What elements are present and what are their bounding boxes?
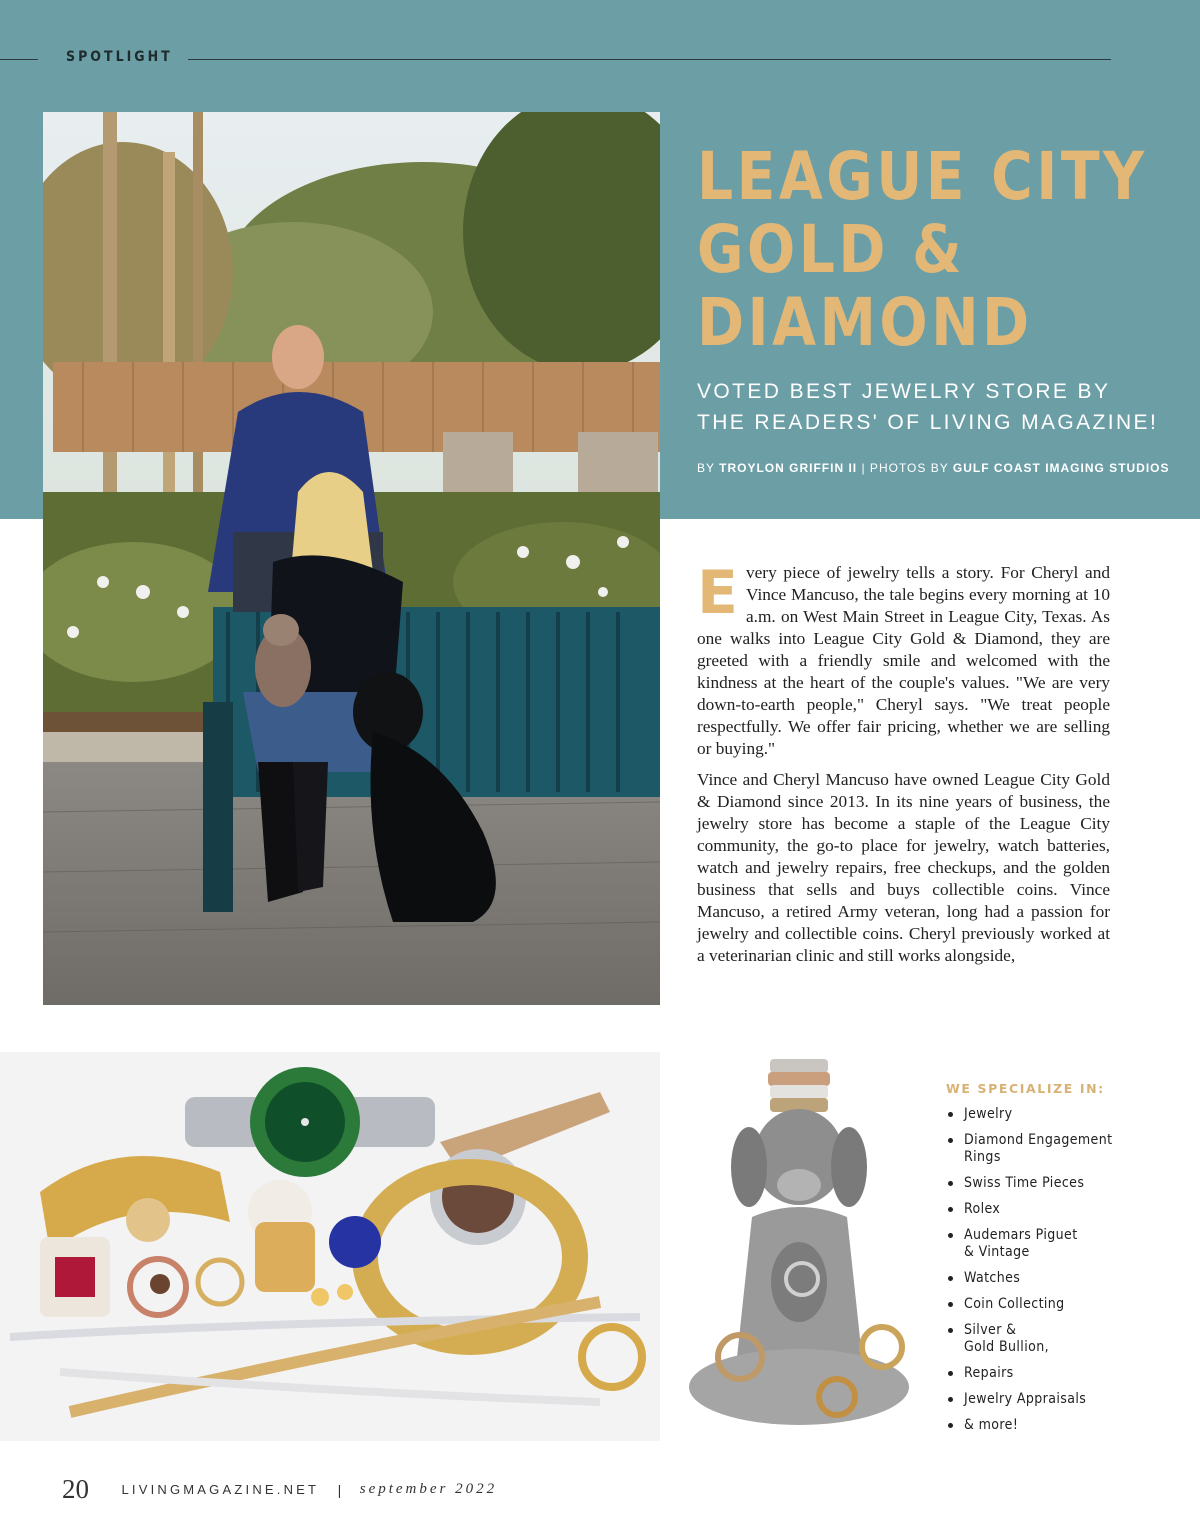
article-subtitle	[697, 376, 1167, 438]
specialty-item	[946, 1201, 1146, 1218]
subtitle-line-1: VOTED BEST JEWELRY STORE BY	[697, 380, 1111, 403]
site-link[interactable]: LIVINGMAGAZINE.NET	[121, 1482, 320, 1497]
couple-photo	[43, 112, 660, 1005]
paragraph-1-text: very piece of jewelry tells a story. For Cheryl and Vince Mancuso, the tale begins every morning at 10 a.m. on West Main Street in League City, Texas. As one walks into League City Gold & Diamond, they are greeted with a friendly smile and welcomed with the kindness at the heart of the couple's values. "We are very down-to-earth people," Cheryl says. "We treat people respectfully. We offer fair pricing, whether we are selling or buying."	[697, 563, 1110, 758]
paragraph-2: Vince and Cheryl Mancuso have owned League City Gold & Diamond since 2013. In its nine years of business, the jewelry store has become a staple of the League City community, the go-to place for jewelry, watch batteries, watch and jewelry repairs, free checkups, and the golden business that sells and buys collectible coins. Vince Mancuso, a retired Army veteran, long had a passion for jewelry and collectible coins. Cheryl previously worked at a veterinarian clinic and still works alongside,	[697, 770, 1110, 965]
specialty-label: Diamond Engagement Rings	[964, 1132, 1113, 1165]
specialty-item	[946, 1365, 1146, 1382]
section-rule-right	[188, 59, 1111, 60]
drop-cap: E	[697, 558, 738, 628]
specialty-item	[946, 1322, 1146, 1356]
dog-figurine-photo	[682, 1057, 927, 1437]
photos-label: | PHOTOS BY	[861, 461, 949, 475]
specialties-box	[946, 1081, 1146, 1443]
article-body	[697, 558, 1110, 976]
issue-date: september 2022	[359, 1481, 498, 1497]
specialty-label: Swiss Time Pieces	[964, 1175, 1085, 1191]
specialty-item	[946, 1175, 1146, 1192]
title-line-2: GOLD &	[697, 211, 966, 288]
specialty-item	[946, 1227, 1146, 1261]
specialties-list	[946, 1106, 1146, 1434]
specialty-item	[946, 1106, 1146, 1123]
specialty-label: Audemars Piguet & Vintage	[964, 1227, 1078, 1260]
author-name: TROYLON GRIFFIN II	[719, 461, 858, 475]
section-label: SPOTLIGHT	[66, 49, 173, 65]
specialty-label: Jewelry	[964, 1106, 1013, 1122]
specialty-item	[946, 1132, 1146, 1166]
specialty-label: Jewelry Appraisals	[964, 1391, 1087, 1407]
specialty-label: Watches	[964, 1270, 1021, 1286]
specialty-label: Repairs	[964, 1365, 1014, 1381]
article-title	[697, 138, 1148, 361]
specialty-label: Rolex	[964, 1201, 1001, 1217]
specialty-item	[946, 1296, 1146, 1313]
subtitle-line-2: THE READERS' OF LIVING MAGAZINE!	[697, 411, 1159, 434]
specialty-label: & more!	[964, 1417, 1019, 1433]
paragraph-1	[697, 558, 1110, 760]
section-rule-left	[0, 59, 38, 60]
specialties-title: WE SPECIALIZE IN:	[946, 1081, 1105, 1096]
jewelry-photo	[0, 1052, 660, 1441]
title-line-3: DIAMOND	[697, 284, 1033, 361]
by-label: BY	[697, 461, 715, 475]
title-line-1: LEAGUE CITY	[697, 138, 1148, 215]
specialty-item	[946, 1270, 1146, 1287]
specialty-label: Silver & Gold Bullion,	[964, 1322, 1049, 1355]
photographer-name: GULF COAST IMAGING STUDIOS	[952, 461, 1170, 475]
specialty-item	[946, 1391, 1146, 1408]
page-footer	[62, 1474, 497, 1504]
footer-separator: |	[337, 1481, 342, 1498]
byline	[697, 461, 1170, 475]
specialty-label: Coin Collecting	[964, 1296, 1065, 1312]
specialty-item	[946, 1417, 1146, 1434]
page-number: 20	[62, 1474, 89, 1504]
